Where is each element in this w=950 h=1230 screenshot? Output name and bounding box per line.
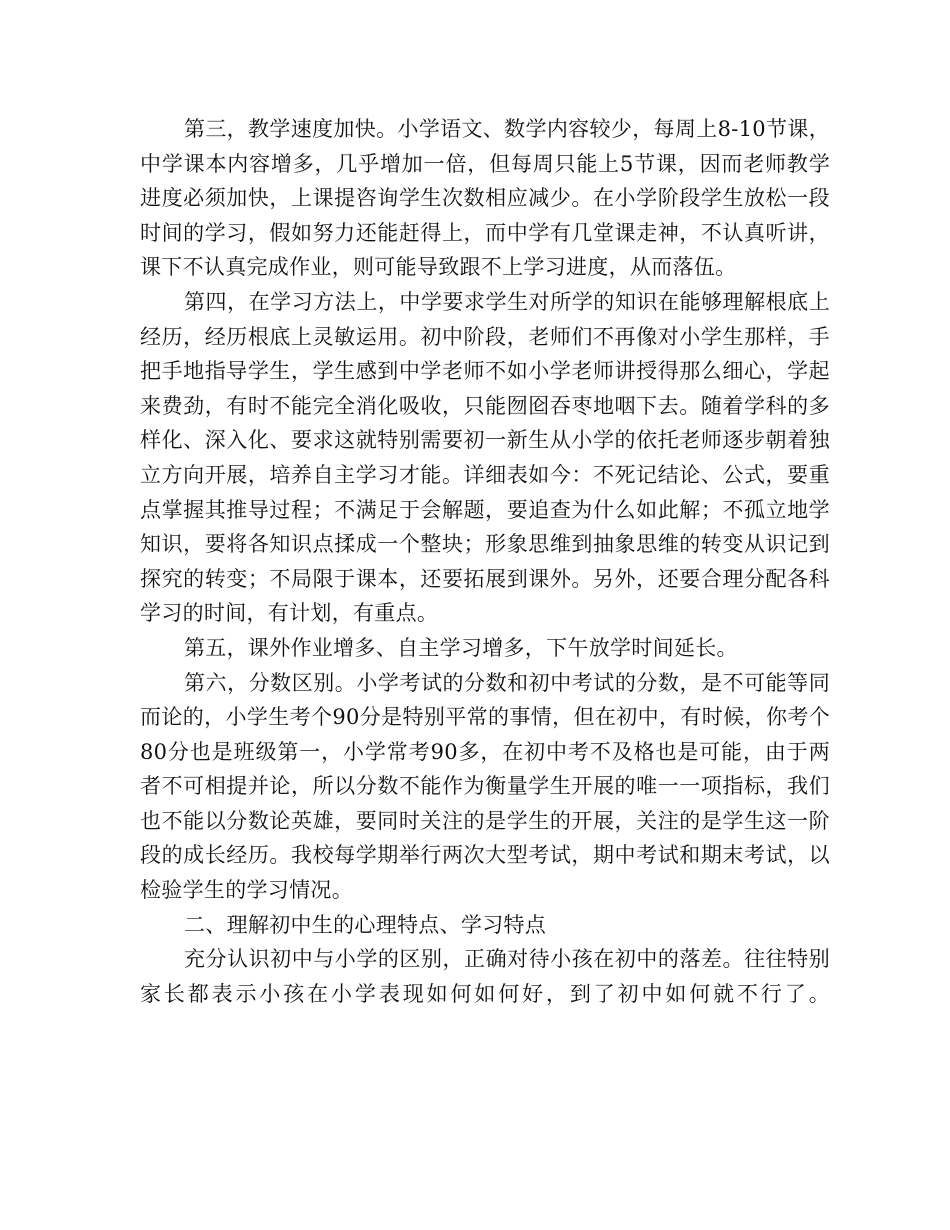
section-heading-psychology: 二、理解初中生的心理特点、学习特点 <box>184 912 547 937</box>
paragraph-understand-differences: 充分认识初中与小学的区别，正确对待小孩在初中的落差。往往特别家长都表示小孩在小学表现如何如何好，到了初中如何就不行了。 <box>140 947 830 1006</box>
paragraph-sixth-scores: 第六，分数区别。小学考试的分数和初中考试的分数，是不可能等同而论的，小学生考个90分是特别平常的事情，但在初中，有时候，你考个80分也是班级第一，小学常考90多，在初中考不及格也是可能，由于两者不可相提并论，所以分数不能作为衡量学生开展的唯一一项指标，我们也不能以分数论英雄，要同时关注的是学生的开展，关注的是学生这一阶段的成长经历。我校每学期举行两次大型考试，期中考试和期末考试，以检验学生的学习情况。 <box>140 670 830 903</box>
paragraph-fifth-homework: 第五，课外作业增多、自主学习增多，下午放学时间延长。 <box>184 635 738 660</box>
paragraph-third-teaching-speed: 第三，教学速度加快。小学语文、数学内容较少，每周上8-10节课，中学课本内容增多，几乎增加一倍，但每周只能上5节课，因而老师教学进度必须加快，上课提咨询学生次数相应减少。在小学阶段学生放松一段时间的学习，假如努力还能赶得上，而中学有几堂课走神，不认真听讲，课下不认真完成作业，则可能导致跟不上学习进度，从而落伍。 <box>140 117 830 280</box>
paragraph-fourth-learning-method: 第四，在学习方法上，中学要求学生对所学的知识在能够理解根底上经历，经历根底上灵敏运用。初中阶段，老师们不再像对小学生那样，手把手地指导学生，学生感到中学老师不如小学老师讲授得那么细心，学起来费劲，有时不能完全消化吸收，只能囫囵吞枣地咽下去。随着学科的多样化、深入化、要求这就特别需要初一新生从小学的依托老师逐步朝着独立方向开展，培养自主学习才能。详细表如今：不死记结论、公式，要重点掌握其推导过程；不满足于会解题，要追查为什么如此解；不孤立地学知识，要将各知识点揉成一个整块；形象思维到抽象思维的转变从识记到探究的转变；不局限于课本，还要拓展到课外。另外，还要合理分配各科学习的时间，有计划，有重点。 <box>140 289 830 626</box>
document-body <box>140 112 830 1011</box>
